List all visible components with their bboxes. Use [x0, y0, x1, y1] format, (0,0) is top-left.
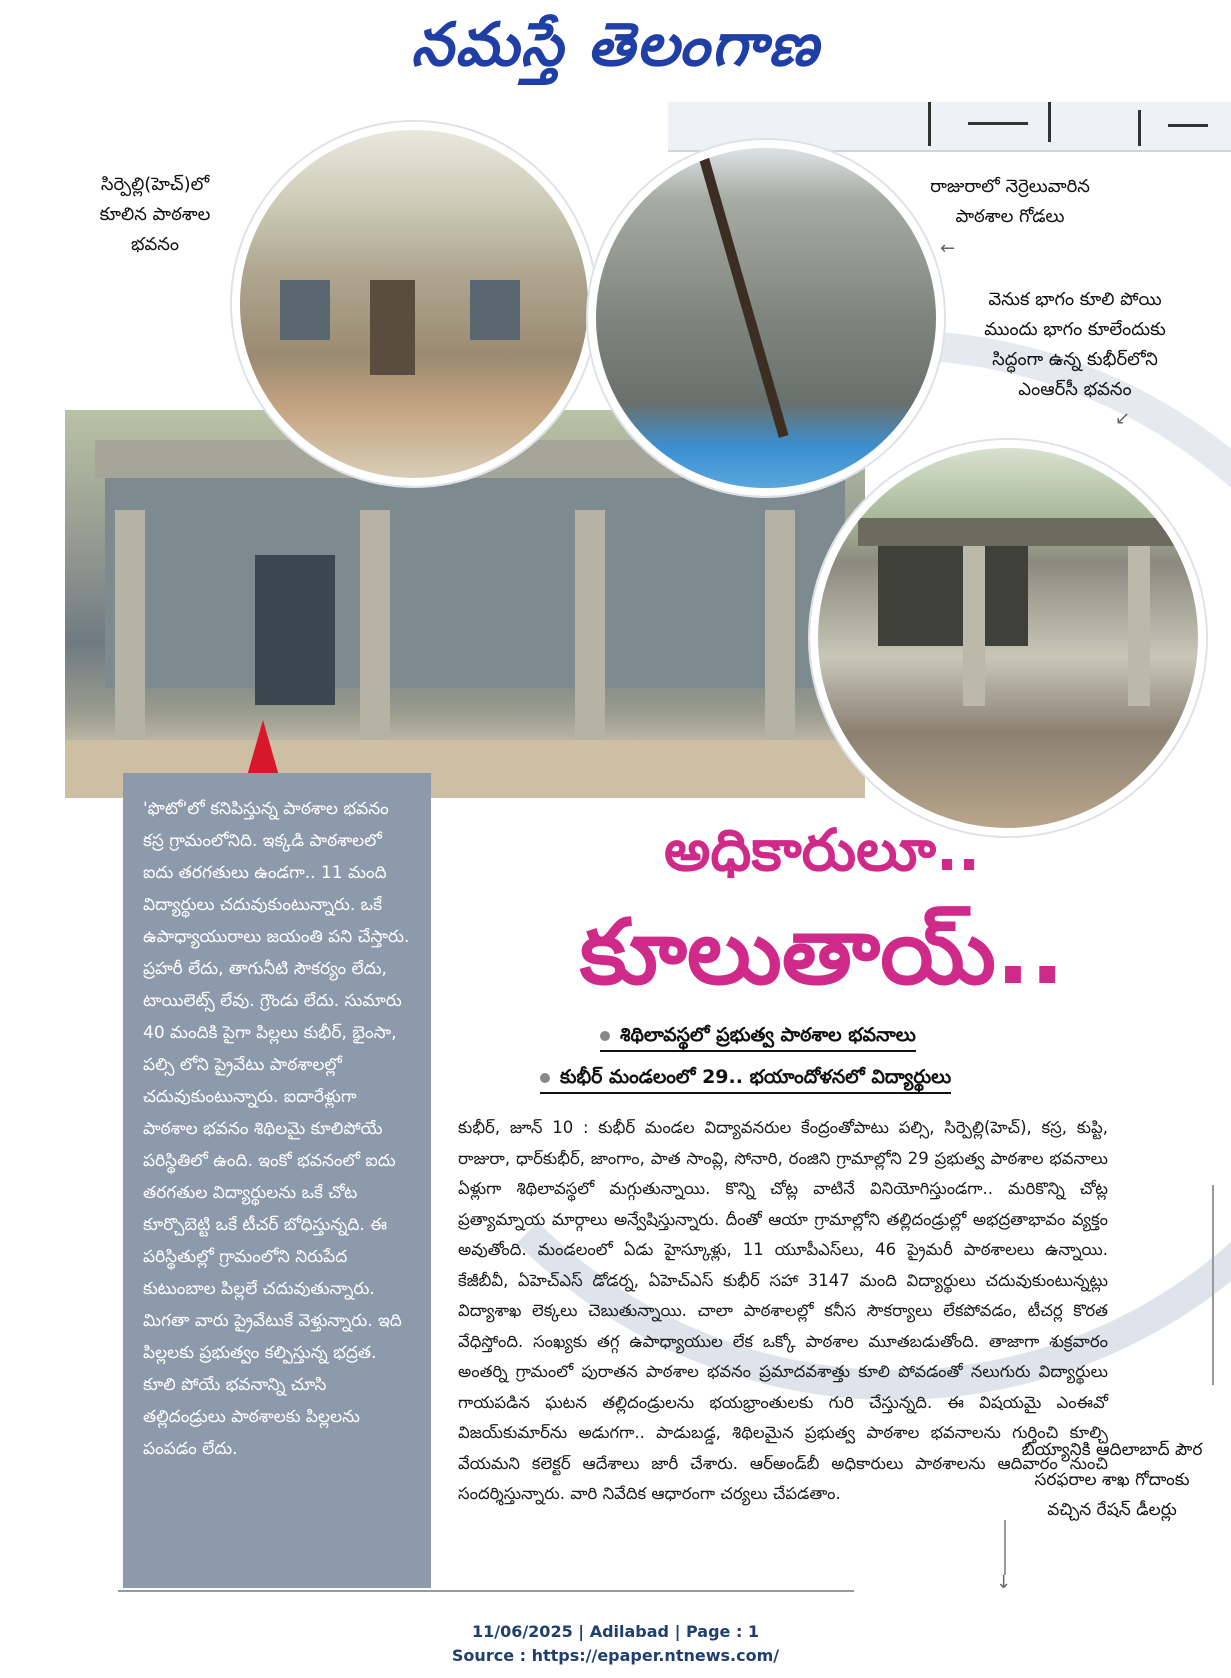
- arrow-down-left-icon: ↙: [1115, 408, 1131, 429]
- footer-date-line: 11/06/2025 | Adilabad | Page : 1: [471, 1622, 760, 1641]
- divider-arrow-line: [1004, 1520, 1006, 1575]
- pillar: [765, 510, 795, 740]
- subhead-2-text: కుభీర్ మండలంలో 29.. భయాందోళనలో విద్యార్థులు: [560, 1066, 952, 1088]
- bullet-icon: [540, 1073, 550, 1083]
- headline-line2: కూలుతాయ్..: [579, 900, 1065, 1005]
- subhead-1-text: శిథిలావస్థలో ప్రభుత్వ పాఠశాల భవనాలు: [620, 1024, 916, 1046]
- divider-horizontal: [118, 1590, 854, 1592]
- pillar: [575, 510, 605, 740]
- wall-crack: [696, 147, 788, 438]
- sidebar-text: 'ఫొటో'లో కనిపిస్తున్న పాఠశాల భవనం కస్ర గ్రామంలోనిది. ఇక్కడి పాఠశాలలో ఐదు తరగతులు ఉండగా.. 11 మంది విద్యార్థులు చదువుకుంటున్నారు. ఒకే ఉపాధ్యాయురాలు జయంతి పని చేస్తారు. ప్రహరీ లేదు, తాగునీటి సౌకర్యం లేదు, టాయిలెట్స్ లేవు. గ్రౌండు లేదు. సుమారు 40 మందికి పైగా పిల్లలు కుభీర్, భైంసా, పల్సి లోని ప్రైవేటు పాఠశాలల్లో చదువుకుంటున్నారు. ఐదారేళ్లుగా పాఠశాల భవనం శిథిలమై కూలిపోయే పరిస్థితిలో ఉంది. ఇంకో భవనంలో ఐదు తరగతుల విద్యార్థులను ఒకే చోట కూర్చొబెట్టి ఒకే టీచర్ బోధిస్తున్నది. ఈ పరిస్థితుల్లో గ్రామంలోని నిరుపేద కుటుంబాల పిల్లలే చదువుతున్నారు. మిగతా వారు ప్రైవేటుకే వెళ్తున్నారు. ఇది పిల్లలకు ప్రభుత్వం కల్పిస్తున్న భద్రత. కూలి పోయే భవనాన్ని చూసి తల్లిదండ్రులు పాఠశాలకు పిల్లలను పంపడం లేదు.: [143, 799, 410, 1459]
- subhead-1: [600, 1020, 916, 1052]
- building-door: [255, 555, 335, 705]
- caption-sirpelli: సిర్పెల్లి(హెచ్)లో కూలిన పాఠశాల భవనం: [99, 174, 211, 255]
- masthead: నమస్తే తెలంగాణ: [410, 10, 821, 80]
- footer: [0, 1620, 1231, 1668]
- photo-sirpelli-collapsed-school: [232, 122, 596, 486]
- bullet-icon: [600, 1031, 610, 1041]
- arrow-left-icon: ←: [940, 238, 956, 259]
- footer-source-link[interactable]: Source : https://epaper.ntnews.com/: [451, 1646, 780, 1665]
- caption-kubeer-mrc: వెనుక భాగం కూలి పోయి ముందు భాగం కూలేందుకు సిద్ధంగా ఉన్న కుభీర్‌లోని ఎంఆర్‌సీ భవనం: [984, 289, 1166, 400]
- red-pointer-icon: [247, 720, 279, 776]
- pillar: [115, 510, 145, 740]
- headline-line1: అధికారులూ..: [663, 816, 981, 884]
- sidebar-box: [123, 773, 431, 1588]
- divider-vertical: [1212, 1185, 1214, 1385]
- pillar: [360, 510, 390, 740]
- arrow-down-icon: ↓: [996, 1572, 1012, 1593]
- caption-rajura: రాజురాలో నెర్రెలువారిన పాఠశాల గోడలు: [930, 176, 1090, 227]
- subhead-2: [540, 1062, 951, 1094]
- photo-rajura-cracked-wall: [588, 140, 944, 496]
- photo-kubeer-mrc-building: [810, 440, 1206, 836]
- side-caption-ration-dealers: బియ్యానికి ఆదిలాబాద్ పౌర సరఫరాల శాఖ గోదాంకు వచ్చిన రేషన్ డీలర్లు: [1021, 1440, 1203, 1520]
- article-body: కుభీర్, జూన్ 10 : కుభీర్ మండల విద్యావనరుల కేంద్రంతోపాటు పల్సి, సిర్పెల్లి(హెచ్), కస్ర, కుప్టి, రాజురా, ధార్‌కుభీర్, జాంగాం, పాత సాంవ్లి, సోనారి, రంజిని గ్రామాల్లోని 29 ప్రభుత్వ పాఠశాల భవనాలు ఏళ్లుగా శిథిలావస్థలో మగ్గుతున్నాయి. కొన్ని చోట్ల వాటినే వినియోగిస్తుండగా.. మరికొన్ని చోట్ల ప్రత్యామ్నాయ మార్గాలు అన్వేషిస్తున్నారు. దీంతో ఆయా గ్రామాల్లోని తల్లిదండ్రుల్లో అభద్రతాభావం వ్యక్తం అవుతోంది. మండలంలో ఏడు హైస్కూళ్లు, 11 యూపీఎస్‌లు, 46 ప్రైమరీ పాఠశాలలు ఉన్నాయి. కేజీబీవీ, ఏహెచ్ఎస్ డోడర్న, ఏహెచ్ఎస్ కుభీర్ సహా 3147 మంది విద్యార్థులు చదువుకుంటున్నట్లు విద్యాశాఖ లెక్కలు చెబుతున్నాయి. చాలా పాఠశాలల్లో కనీస సౌకర్యాలు లేకపోవడం, టీచర్ల కొరత వేధిస్తోంది. సంఖ్యకు తగ్గ ఉపాధ్యాయుల లేక ఒక్కో పాఠశాల మూతబడుతోంది. తాజాగా శుక్రవారం అంతర్ని గ్రామంలో పురాతన పాఠశాల భవనం ప్రమాదవశాత్తు కూలి పోవడంతో నలుగురు విద్యార్థులు గాయపడిన ఘటన తల్లిదండ్రులను భయభ్రాంతులకు గురి చేస్తున్నది. ఈ విషయమై ఎంఈవో విజయ్‌కుమార్‌ను అడుగగా.. పాడుబడ్డ, శిథిలమైన ప్రభుత్వ పాఠశాల భవనాలను గుర్తించి కూల్చి వేయమని కలెక్టర్ ఆదేశాలు జారీ చేశారు. ఆర్అండ్‌బీ అధికారులు పాఠశాలను ఆదివారం నుంచి సందర్శిస్తున్నారు. వారి నివేదిక ఆధారంగా చర్యలు చేపడతాం.: [458, 1118, 1108, 1503]
